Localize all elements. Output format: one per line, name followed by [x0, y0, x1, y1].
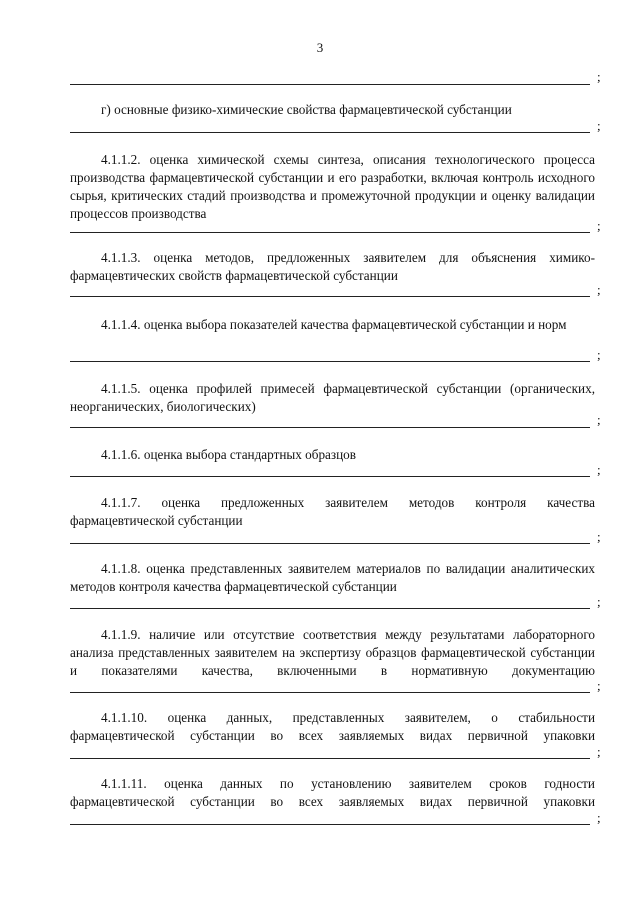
page-number: 3 [316, 40, 324, 55]
clause-4-1-1-10: 4.1.1.10. оценка данных, представленных заявителем, о стабильности фармацевтической субстанции во всех заявляемых видах первичной упаковки [70, 710, 595, 743]
line-terminator: ; [597, 744, 601, 759]
clause-4-1-1-6: 4.1.1.6. оценка выбора стандартных образцов [101, 447, 356, 462]
fill-line [70, 427, 590, 428]
fill-line [70, 824, 590, 825]
line-terminator: ; [597, 347, 601, 362]
clause-4-1-1-5: 4.1.1.5. оценка профилей примесей фармацевтической субстанции (органических, неорганических, биологических) [70, 381, 595, 414]
line-terminator: ; [597, 810, 601, 825]
clause-4-1-1-8: 4.1.1.8. оценка представленных заявителем материалов по валидации аналитических методов контроля качества фармацевтической субстанции [70, 561, 595, 594]
line-terminator: ; [597, 529, 601, 544]
line-terminator: ; [597, 678, 601, 693]
clause-4-1-1-7: 4.1.1.7. оценка предложенных заявителем методов контроля качества фармацевтической субстанции [70, 495, 595, 528]
fill-line [70, 476, 590, 477]
line-terminator: ; [597, 118, 601, 133]
clause-4-1-1-2: 4.1.1.2. оценка химической схемы синтеза, описания технологического процесса производства фармацевтической субстанции и его разработки, включая контроль исходного сырья, критических стадий производства и промежуточной продукции и оценку валидации процессов производства [70, 152, 595, 221]
clause-4-1-1-11: 4.1.1.11. оценка данных по установлению заявителем сроков годности фармацевтической субстанции во всех заявляемых видах первичной упаковки [70, 776, 595, 809]
fill-line [70, 758, 590, 759]
fill-line [70, 296, 590, 297]
line-terminator: ; [597, 412, 601, 427]
clause-4-1-1-3: 4.1.1.3. оценка методов, предложенных заявителем для объяснения химико-фармацевтических свойств фармацевтической субстанции [70, 250, 595, 283]
fill-line [70, 692, 590, 693]
clause-4-1-1-9: 4.1.1.9. наличие или отсутствие соответствия между результатами лабораторного анализа представленных заявителем на экспертизу образцов фармацевтической субстанции и показателями качества, включенными в нормативную документацию [70, 627, 595, 678]
fill-line [70, 232, 590, 233]
fill-line [70, 132, 590, 133]
fill-line [70, 361, 590, 362]
clause-g-physicochemical-properties: г) основные физико-химические свойства фармацевтической субстанции [101, 102, 512, 117]
line-terminator: ; [597, 462, 601, 477]
fill-line [70, 543, 590, 544]
line-terminator: ; [597, 282, 601, 297]
fill-line [70, 84, 590, 85]
line-terminator: ; [597, 69, 601, 84]
line-terminator: ; [597, 594, 601, 609]
line-terminator: ; [597, 218, 601, 233]
clause-4-1-1-4: 4.1.1.4. оценка выбора показателей качества фармацевтической субстанции и норм [101, 317, 567, 332]
fill-line [70, 608, 590, 609]
